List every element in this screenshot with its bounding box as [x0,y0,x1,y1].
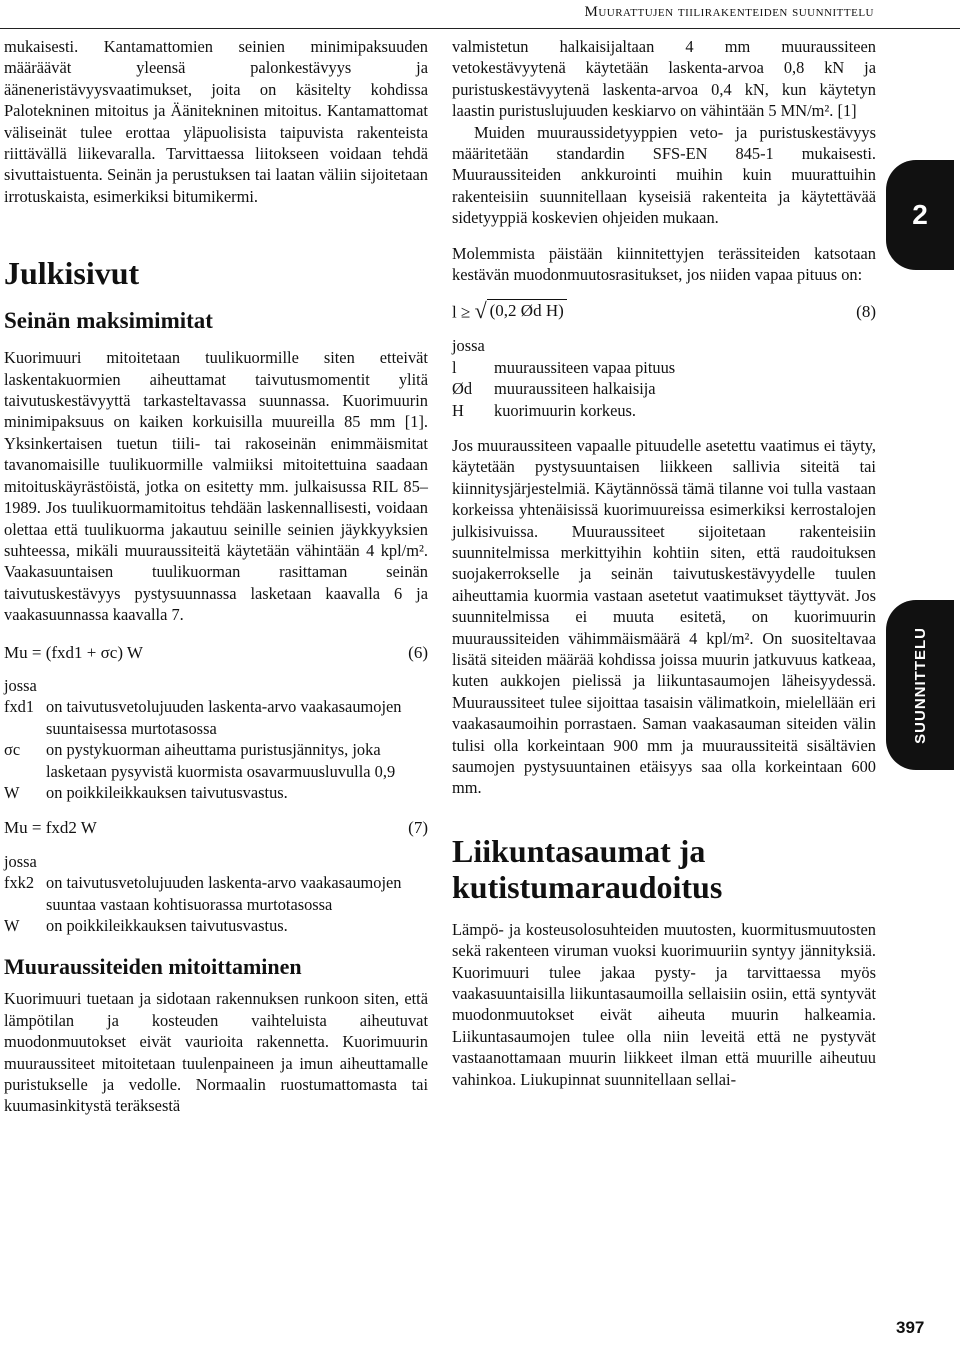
running-head: Muurattujen tiilirakenteiden suunnittelu [584,4,874,20]
formula-7-expression: Mu = fxd2 W [4,818,97,838]
paragraph-both-ends: Molemmista päistään kiinnitettyjen terässiteiden katsotaan kestävän muodonmuutosrasitukset, jos niiden vapaa pituus on: [452,243,876,285]
formula-8-radicand: (0,2 Ød H) [487,299,567,321]
jossa-label: jossa [452,336,485,356]
definition-text: on poikkileikkauksen taivutusvastus. [46,916,288,935]
section-tab [886,600,954,770]
paragraph-max-dimensions: Kuorimuuri mitoitetaan tuulikuormille siten etteivät laskentakuormien aiheuttamat taivutusmomentit ylitä taivutuskestävyyttä tarkasteltavassa suunnassa. Kuorimuurin minimipaksuus on kaiken korkuisilla muureilla 85 mm [1]. Yksinkertaisen tuetun tiili- tai rakoseinän enimmäismitat tavanomaisille tuulikuormille valmiiksi mitoitettuina saadaan mitoituskäyrästöistä, jotka on esitetty mm. julkaisussa RIL 85–1989. Jos tuulikuormamitoitus tehdään laskennallisesti, voidaan olettaa että tuulikuorma jakautuu seinille seinien jäykkyyksien suhteessa, mikäli muuraussiteitä käytetään vähintään 4 kpl/m². Vaakasuuntaisen tuulikuorman rasittaman seinän taivutuskestävyys pystysuunnassa lasketaan kaavalla 6 ja vaakasuunnassa kaavalla 7. [4,348,428,625]
definition-row [452,378,876,399]
formula-7 [4,817,428,838]
definition-row [4,915,428,936]
right-column [452,36,876,1090]
definitions-7 [4,872,428,936]
definition-text: muuraussiteen vapaa pituus [494,357,676,377]
definition-row [4,696,428,739]
jossa-label: jossa [4,675,37,695]
definition-row [4,782,428,803]
definitions-8 [452,357,876,421]
definition-symbol: fxd1 [4,697,35,717]
definition-row [4,872,428,915]
formula-6-number: (6) [408,642,428,662]
formula-8-expression [452,299,567,323]
definition-row [452,357,876,378]
definition-symbol: l [452,357,457,377]
page-number: 397 [896,1318,925,1337]
definition-symbol: σc [4,740,21,760]
formula-6 [4,642,428,663]
definition-symbol: Ød [452,379,473,399]
header-rule [0,28,960,29]
formula-8 [452,299,876,323]
definition-symbol: fxk2 [4,873,35,893]
paragraph-ties: Kuorimuuri tuetaan ja sidotaan rakennuksen runkoon siten, että lämpötilan ja kosteuden vaihteluista aiheutuvat muodonmuutokset eivät vaurioita rakennetta. Kuorimuurin muuraussiteet mitoitetaan tuulenpaineen ja imun aiheuttamalle puristukselle ja vedolle. Normaalin ruostumattomasta tai kuumasinkitystä teräksestä [4,989,428,1116]
section-label: SUUNNITTELU [911,626,929,744]
definition-text: muuraussiteen halkaisija [494,379,656,399]
left-column [4,36,428,1117]
paragraph-tie-capacity: valmistetun halkaisijaltaan 4 mm muuraussiteen vetokestävyytenä käytetään laskenta-arvoa 0,8 kN ja puristuskestävyytenä laskenta-arvoa 0,4 kN, kun käytetyn laastin puristuslujuuden keskiarvo on vähintään 5 MN/m². [1] [452,37,876,121]
definition-text: on taivutusvetolujuuden laskenta-arvo vaakasaumojen suuntaa vastaan kohtisuorassa murtotasossa [46,873,402,914]
intro-paragraph: mukaisesti. Kantamattomien seinien minimipaksuuden määräävät yleensä palonkestävyys ja ääneneristävyysvaatimukset, joita on käsitelty kohdissa Palotekninen mitoitus ja Äänitekninen mitoitus. Kantamattomat väliseinät tulee erottaa yläpuolisista taipuvista rakenteista riittävällä liikevaralla. Tarvittaessa liitokseen voidaan tehdä sivuttaistuenta. Seinän ja perustuksen tai laatan väliin sijoitetaan irrotuskaista, esimerkiksi bitumikermi. [4,37,428,206]
heading-seinan-maksimimitat: Seinän maksimimitat [4,308,213,334]
chapter-number: 2 [912,199,928,230]
definitions-6 [4,696,428,803]
paragraph-free-length: Jos muuraussiteen vapaalle pituudelle asetettu vaatimus ei täyty, käytetään pystysuuntaisen liikkeen sallivia siteitä tai kiinnitysjärjestelmiä. Käytännössä tämä tilanne voi tulla vastaan korkeissa yhtenäisissä kuorimuureissa esimerkiksi kerrostalojen julkisivuissa. Muuraussiteet sijoitetaan rakenteisiin suunnitelmissa merkittyihin kohtiin siten, että raudoituksen suojakerrokselle ja seinän taivutuskestävyydelle tuulen aiheuttamia kuormia vastaan asetetut vaatimukset täyttyvät. Jos suunnitelmissa ei muuta esitetä, on kuorimuurin muuraussiteiden vähimmäismäärä 4 kpl/m². On suositeltavaa lisätä siteiden määrää kohdissa joissa muurin jatkuvuus katkeaa, kuten aukkojen pielissä ja liikuntasaumojen läheisyydessä. Muuraussiteet tulee sijoittaa tasaisin välimatkoin, mielellään eri vaakasaumoihin porrastaen. Saman vaakasauman siteiden välin tulisi olla korkeintaan 900 mm ja muuraussiteitä sisältävien saumojen pystysuuntainen etäisyys saa olla korkeintaan 600 mm. [452,435,876,798]
formula-8-number: (8) [856,301,876,321]
definition-text: on poikkileikkauksen taivutusvastus. [46,782,288,802]
formula-8-lhs: l ≥ [452,302,471,322]
formula-7-number: (7) [408,818,428,838]
definition-symbol: W [4,782,20,802]
chapter-tab [886,160,954,270]
formula-6-expression: Mu = (fxd1 + σc) W [4,642,143,662]
paragraph-other-ties: Muiden muuraussidetyyppien veto- ja puristuskestävyys määritetään standardin SFS-EN 845-1 mukaisesti. Muuraussiteiden ankkurointi muihin kuin muurattuihin rakenteisiin suunnitellaan kyseisiä rakenteita ja käytettävää sidetyyppiä koskevien ohjeiden mukaan. [452,122,876,228]
square-root: √ (0,2 Ød H) [475,299,567,321]
jossa-label: jossa [4,851,37,871]
definition-symbol: W [4,916,20,935]
definition-text: on taivutusvetolujuuden laskenta-arvo vaakasaumojen suuntaisessa murtotasossa [46,697,402,738]
paragraph-joints: Lämpö- ja kosteusolosuhteiden muutosten, kuormitusmuutosten sekä rakenteen viruman vuoksi kuorimuuriin syntyy jännityksiä. Kuorimuuri tulee jakaa pysty- ja tarvittaessa myös vaakasuuntaisilla liikuntasaumoilla sellaisiin osiin, että syntyvät muodonmuutokset eivät aiheuta muurin halkeamia. Liikuntasaumojen tulee olla niin leveitä että ne pystyvät vastaanottamaan muurin liikkeet ilman että muurille aiheutuu vahinkoa. Liukupinnat suunnitellaan sellai- [452,919,876,1089]
definition-text: on pystykuorman aiheuttama puristusjännitys, joka lasketaan pysyvistä kuormista osavarmuusluvulla 0,9 [46,740,396,781]
definition-text: kuorimuurin korkeus. [494,400,637,420]
heading-muuraussiteiden-mitoittaminen: Muuraussiteiden mitoittaminen [4,954,302,980]
definition-row [452,400,876,421]
definition-row [4,739,428,782]
definition-symbol: H [452,400,464,420]
heading-julkisivut: Julkisivut [4,255,140,292]
heading-liikuntasaumat: Liikuntasaumat ja kutistumaraudoitus [452,832,723,905]
